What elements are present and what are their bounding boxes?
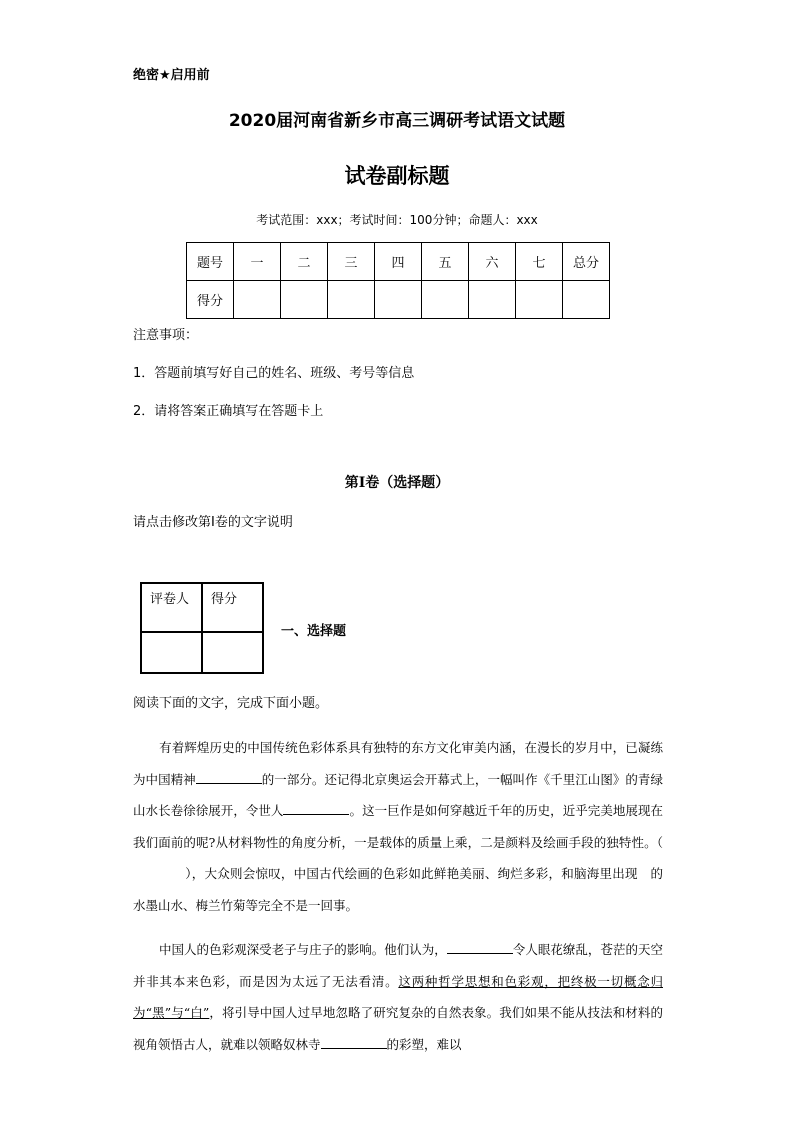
- underlined-sentence: 这两种哲学思想和色彩观，把终极一切概念归为“黑”与“白”: [133, 973, 663, 1020]
- score-cell: 五: [422, 243, 469, 281]
- exam-subtitle: 试卷副标题: [344, 164, 450, 188]
- fill-blank: [283, 802, 349, 815]
- note-item: 1．答题前填写好自己的姓名、班级、考号等信息: [133, 366, 415, 381]
- score-row-label: 得分: [187, 281, 234, 319]
- score-input-cell: [234, 281, 281, 319]
- note-item: 2．请将答案正确填写在答题卡上: [133, 404, 324, 419]
- score-cell: 一: [234, 243, 281, 281]
- notes-title: 注意事项：: [133, 328, 199, 343]
- score-cell: 七: [516, 243, 563, 281]
- passage-paragraph-1: [133, 732, 663, 921]
- score-cell: 二: [281, 243, 328, 281]
- score-table-header-row: [187, 243, 610, 281]
- passage-text: 的彩塑，难以: [386, 1036, 462, 1052]
- score-cell: 三: [328, 243, 375, 281]
- passage-text: 令人眼花缭乱，苍茫的天空并非其本来色彩，而是因为太远了无法看清。: [133, 942, 663, 989]
- score-input-cell: [281, 281, 328, 319]
- passage-paragraph-2: [133, 934, 663, 1060]
- passage-text: 的一部分。还记得北京奥运会开幕式上，一幅叫作《千里江山图》的青绿山水长卷徐徐展开，令世人: [133, 771, 663, 818]
- score-cell: 题号: [187, 243, 234, 281]
- fill-blank: [196, 771, 262, 784]
- confidential-label: 绝密★启用前: [133, 68, 210, 83]
- score-table-score-row: [187, 281, 610, 319]
- passage-text: 有着辉煌历史的中国传统色彩体系具有独特的东方文化审美内涵，在漫长的岁月中，已凝练为中国精神: [133, 740, 663, 787]
- exam-info: 考试范围：xxx；考试时间：100分钟；命题人：xxx: [256, 213, 538, 227]
- exam-title: 2020届河南省新乡市高三调研考试语文试题: [228, 111, 566, 131]
- grader-reviewer-cell: [141, 632, 202, 673]
- score-cell: 六: [469, 243, 516, 281]
- passage-text: 。这一巨作是如何穿越近千年的历史，近乎完美地展现在我们面前的呢?从材料物性的角度分析，一是载体的质量上乘，二是颜料及绘画手段的独特性。（: [133, 803, 663, 850]
- score-input-cell: [563, 281, 610, 319]
- score-input-cell: [375, 281, 422, 319]
- section-instruction: 阅读下面的文字，完成下面小题。: [133, 696, 329, 711]
- part1-description: 请点击修改第I卷的文字说明: [133, 515, 293, 530]
- fill-blank: [321, 1036, 387, 1049]
- grader-score-label: 得分: [202, 583, 263, 632]
- grader-reviewer-label: 评卷人: [141, 583, 202, 632]
- passage-text: ，将引导中国人过早地忽略了研究复杂的自然表象。我们如果不能从技法和材料的视角领悟古人，就难以领略奴林寺: [133, 1005, 664, 1052]
- passage-text: 中国人的色彩观深受老子与庄子的影响。他们认为，: [159, 942, 447, 957]
- score-input-cell: [422, 281, 469, 319]
- fill-blank: [447, 941, 513, 954]
- score-input-cell: [516, 281, 563, 319]
- passage-text: ），大众则会惊叹，中国古代绘画的色彩如此鲜艳美丽、绚烂多彩，和脑海里出现 的水墨山水、梅兰竹菊等完全不是一回事。: [133, 866, 663, 913]
- grader-score-cell: [202, 632, 263, 673]
- score-cell: 四: [375, 243, 422, 281]
- section-title: 一、选择题: [281, 624, 347, 639]
- grader-table: [140, 582, 264, 674]
- score-table: [186, 242, 610, 319]
- score-input-cell: [328, 281, 375, 319]
- part1-title: 第I卷（选择题）: [344, 475, 450, 491]
- score-cell: 总分: [563, 243, 610, 281]
- score-input-cell: [469, 281, 516, 319]
